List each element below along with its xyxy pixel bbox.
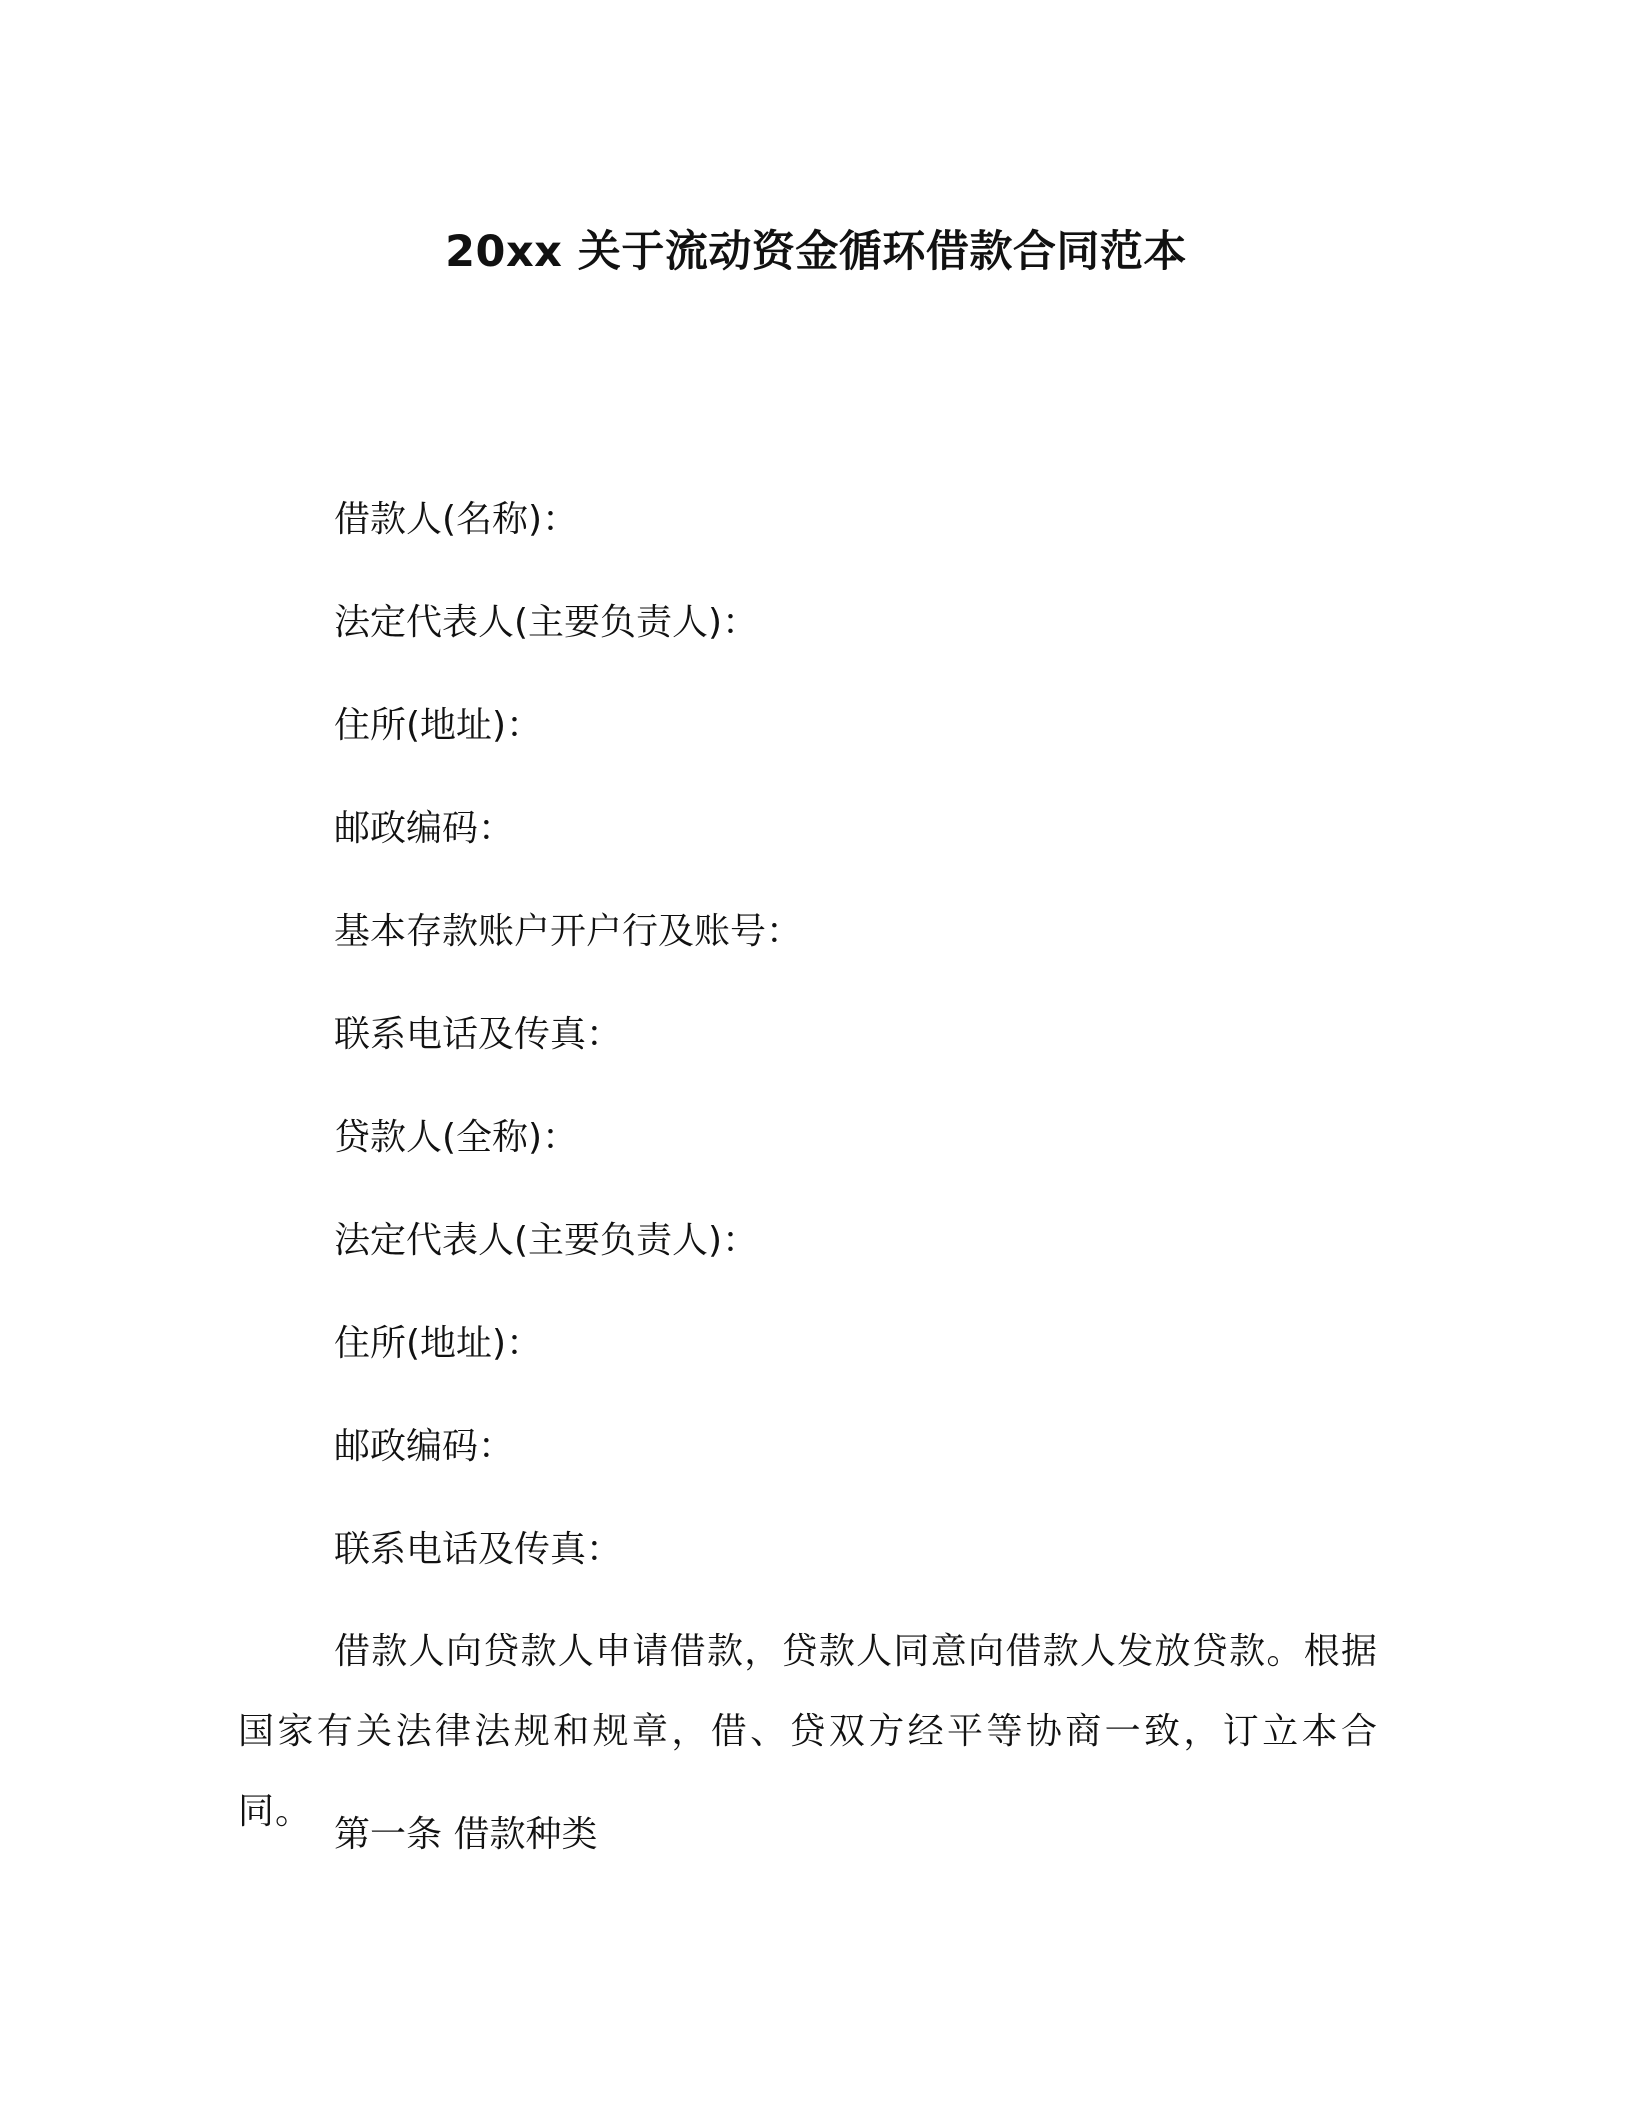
field-lender-name: 贷款人(全称)： xyxy=(334,1117,579,1158)
field-lender-phone-fax: 联系电话及传真： xyxy=(334,1529,623,1570)
field-borrower-address: 住所(地址)： xyxy=(334,705,543,746)
intro-paragraph: 借款人向贷款人申请借款，贷款人同意向借款人发放贷款。根据国家有关法律法规和规章，借、贷双方经平等协商一致，订立本合同。 xyxy=(238,1631,1378,1832)
field-borrower-legal-rep: 法定代表人(主要负责人)： xyxy=(334,602,759,643)
field-borrower-bank-account: 基本存款账户开户行及账号： xyxy=(334,911,803,952)
field-lender-postcode: 邮政编码： xyxy=(334,1426,515,1467)
document-title: 20xx 关于流动资金循环借款合同范本 xyxy=(445,227,1187,277)
field-lender-legal-rep: 法定代表人(主要负责人)： xyxy=(334,1220,759,1261)
field-borrower-name: 借款人(名称)： xyxy=(334,499,579,540)
field-borrower-postcode: 邮政编码： xyxy=(334,808,515,849)
article-1-heading: 第一条 借款种类 xyxy=(334,1814,598,1855)
field-lender-address: 住所(地址)： xyxy=(334,1323,543,1364)
field-borrower-phone-fax: 联系电话及传真： xyxy=(334,1014,623,1055)
